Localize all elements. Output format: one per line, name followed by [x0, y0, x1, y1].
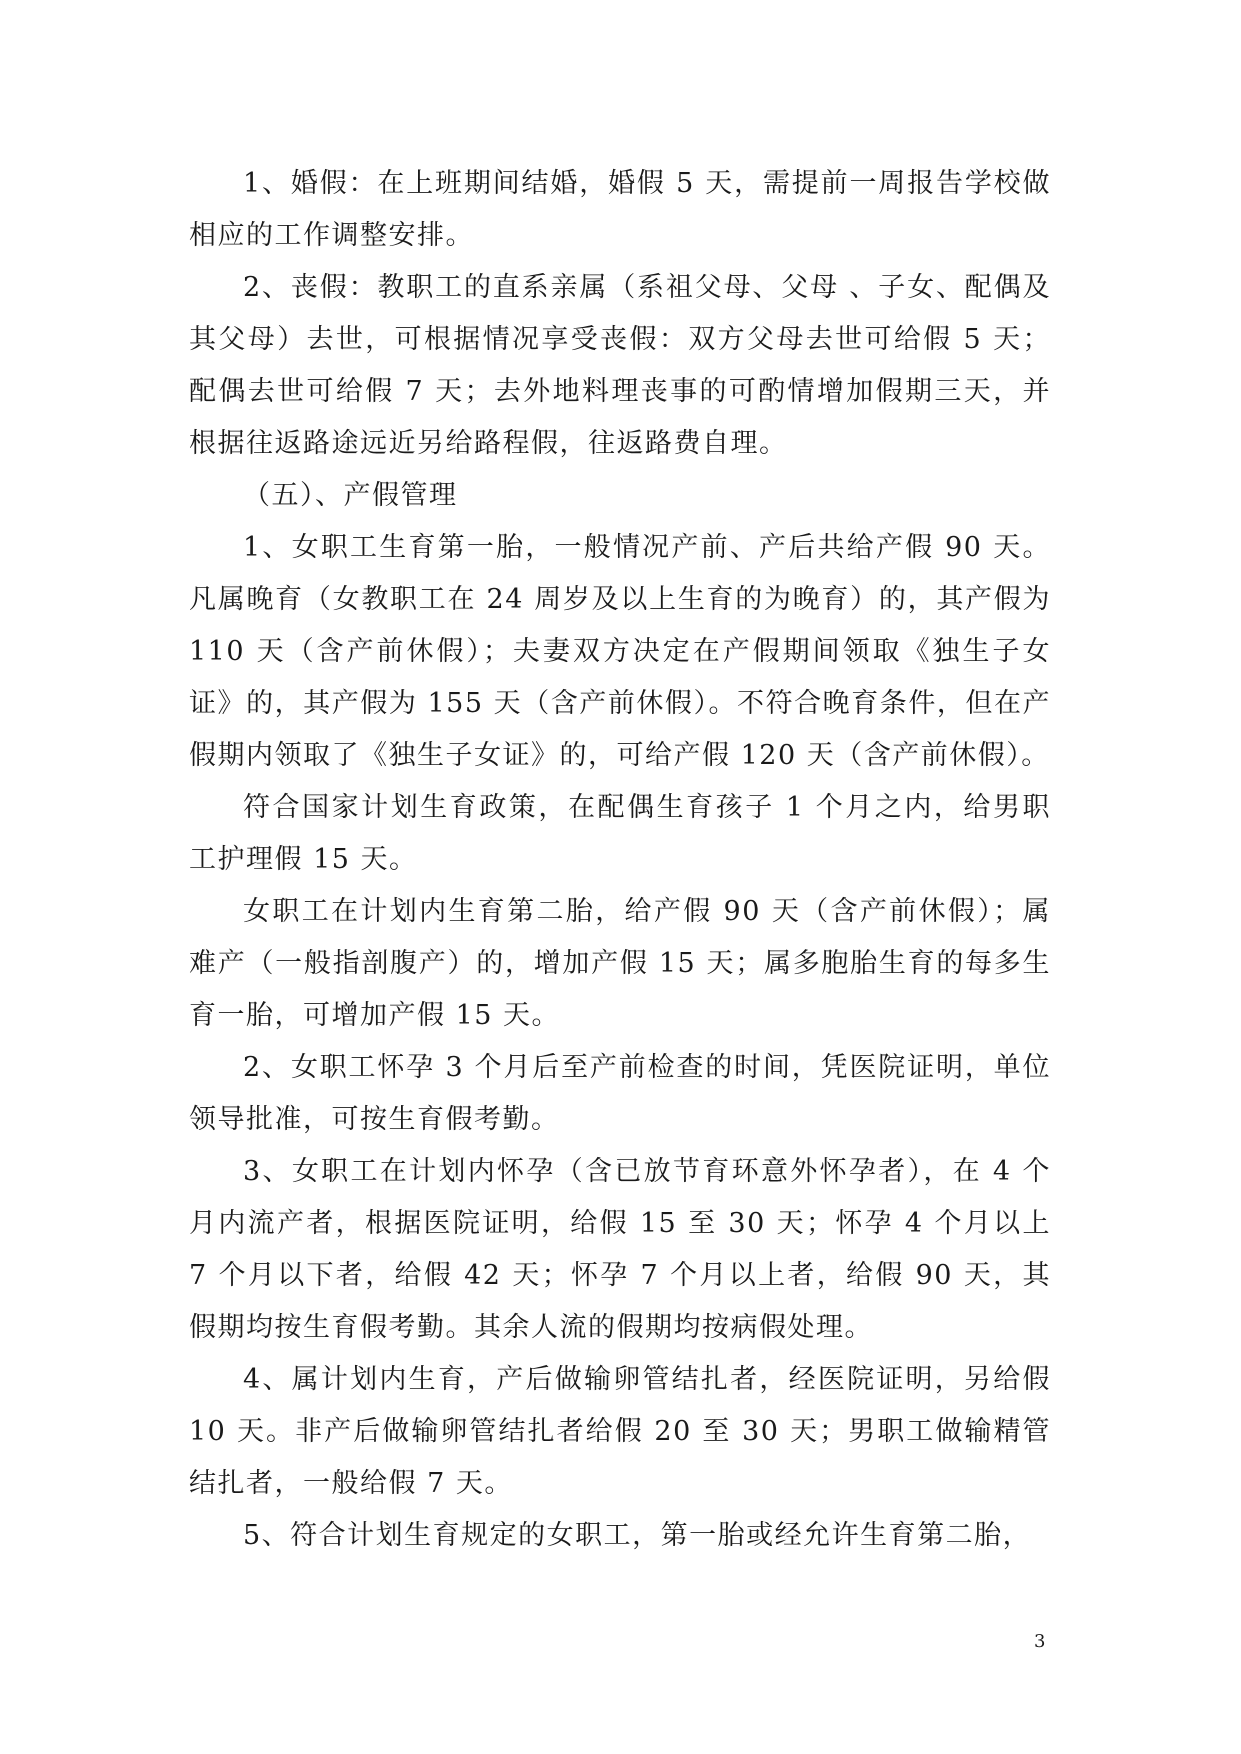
section-heading-maternity-leave: （五）、产假管理: [243, 480, 458, 511]
paragraph-marriage-leave: 1、婚假：在上班期间结婚，婚假 5 天，需提前一周报告学校做相应的工作调整安排。: [189, 168, 1051, 251]
paragraph-family-planning: 5、符合计划生育规定的女职工，第一胎或经允许生育第二胎，: [243, 1520, 1032, 1551]
page-number: 3: [1034, 1631, 1046, 1652]
paragraph-second-child-maternity: 女职工在计划内生育第二胎，给产假 90 天（含产前休假）；属难产（一般指剖腹产）的，增加产假 15 天；属多胞胎生育的每多生育一胎，可增加产假 15 天。: [189, 896, 1051, 1031]
paragraph-prenatal-checkup: 2、女职工怀孕 3 个月后至产前检查的时间，凭医院证明，单位领导批准，可按生育假考勤。: [189, 1052, 1051, 1135]
paragraph-first-child-maternity: 1、女职工生育第一胎，一般情况产前、产后共给产假 90 天。凡属晚育（女教职工在 24 周岁及以上生育的为晚育）的，其产假为 110 天（含产前休假）；夫妻双方决定在产假期间领取《独生子女证》的，其产假为 155 天（含产前休假）。不符合晚育条件，但在产假期内领取了《独生子女证》的，可给产假 120 天（含产前休假）。: [189, 532, 1051, 771]
paragraph-paternity-leave: 符合国家计划生育政策，在配偶生育孩子 1 个月之内，给男职工护理假 15 天。: [189, 792, 1051, 875]
document-body: [189, 158, 1051, 1562]
paragraph-sterilization-leave: 4、属计划内生育，产后做输卵管结扎者，经医院证明，另给假 10 天。非产后做输卵管结扎者给假 20 至 30 天；男职工做输精管结扎者，一般给假 7 天。: [189, 1364, 1051, 1499]
paragraph-miscarriage-leave: 3、女职工在计划内怀孕（含已放节育环意外怀孕者），在 4 个月内流产者，根据医院证明，给假 15 至 30 天；怀孕 4 个月以上 7 个月以下者，给假 42 天；怀孕 7 个月以上者，给假 90 天，其假期均按生育假考勤。其余人流的假期均按病假处理。: [189, 1156, 1051, 1343]
paragraph-bereavement-leave: 2、丧假：教职工的直系亲属（系祖父母、父母 、子女、配偶及其父母）去世，可根据情况享受丧假：双方父母去世可给假 5 天；配偶去世可给假 7 天；去外地料理丧事的可酌情增加假期三天，并根据往返路途远近另给路程假，往返路费自理。: [189, 272, 1051, 459]
